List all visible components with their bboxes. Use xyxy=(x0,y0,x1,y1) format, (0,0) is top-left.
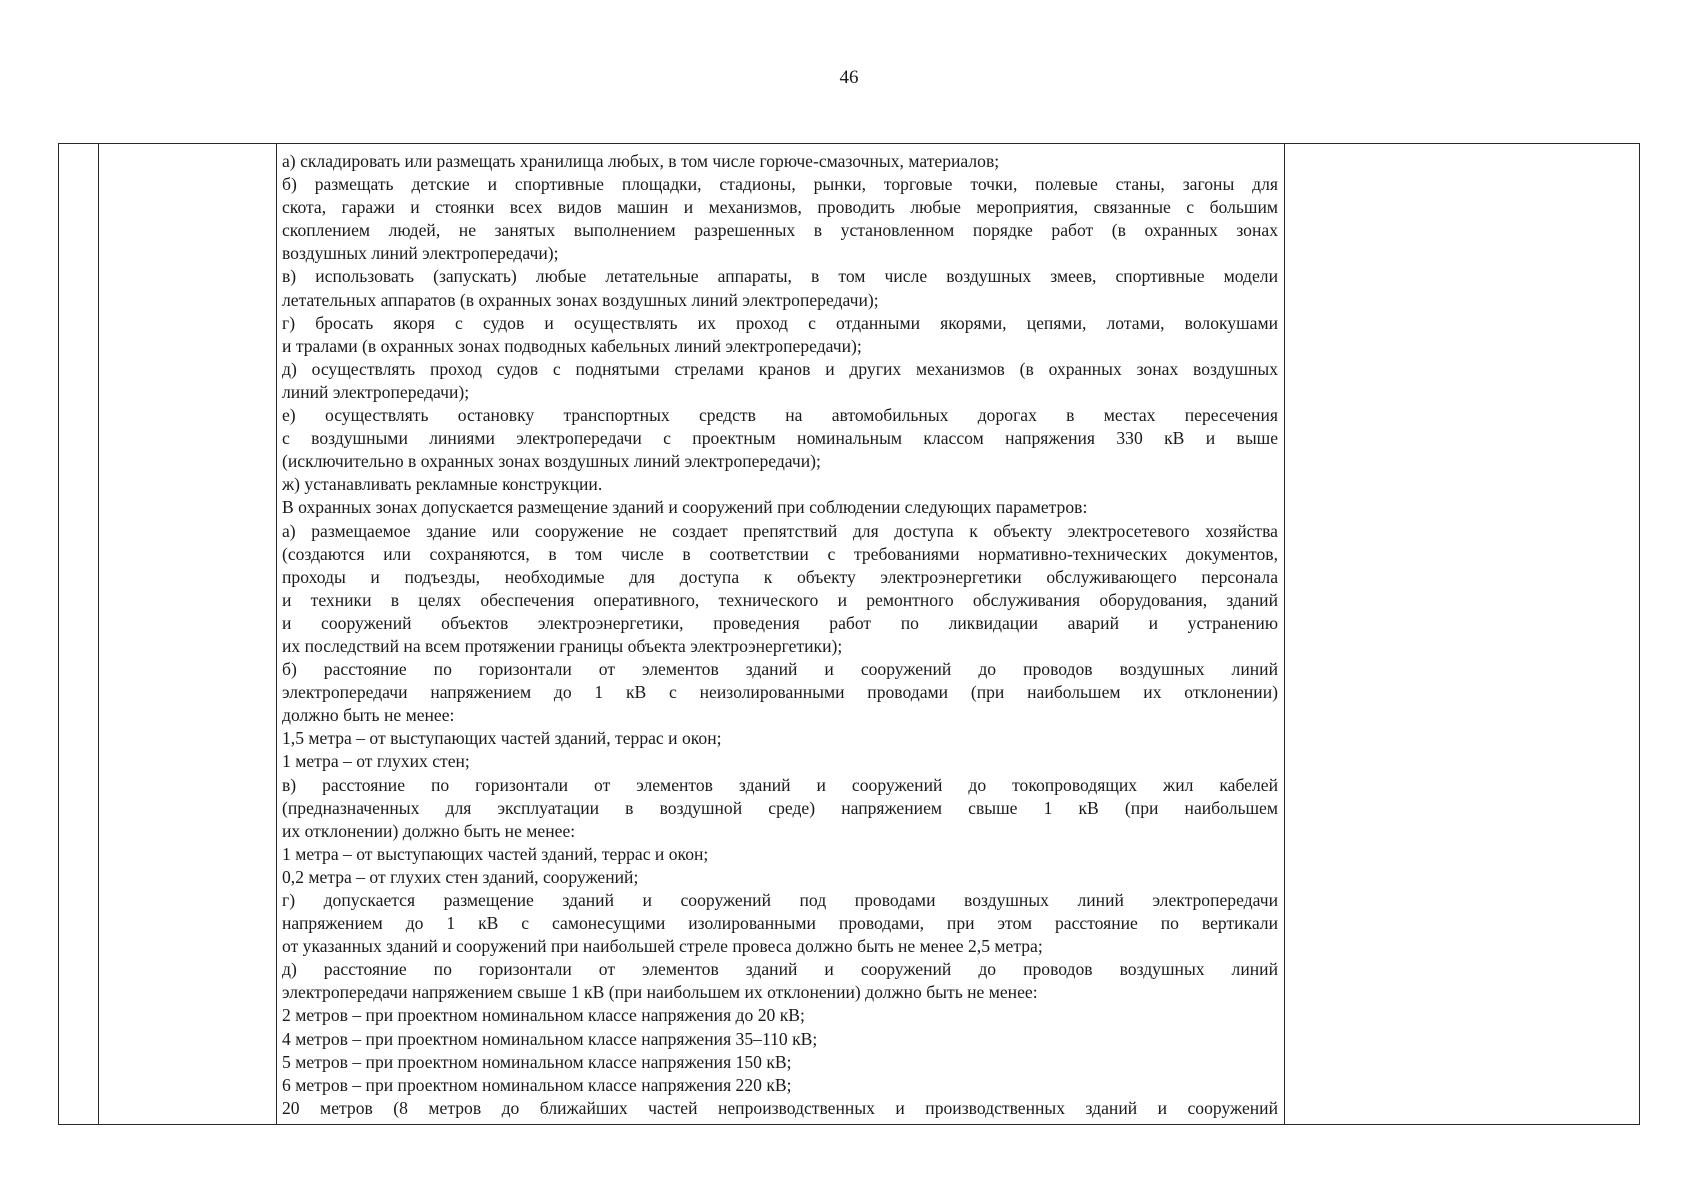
text-line: а) складировать или размещать хранилища любых, в том числе горюче-смазочных, материалов; xyxy=(282,151,1000,171)
text-line: скота, гаражи и стоянки всех видов машин и механизмов, проводить любые мероприятия, связанные с большим xyxy=(282,197,1278,218)
text-line: е) осуществлять остановку транспортных средств на автомобильных дорогах в местах пересечения xyxy=(282,405,1278,426)
text-line: воздушных линий электропередачи); xyxy=(282,243,559,264)
text-line: 1 метра – от выступающих частей зданий, террас и окон; xyxy=(282,843,709,864)
text-line: электропередачи напряжением до 1 кВ с неизолированными проводами (при наибольшем их отклонении) xyxy=(282,682,1278,703)
text-line: в) расстояние по горизонтали от элементов зданий и сооружений до токопроводящих жил кабелей xyxy=(282,774,1278,795)
text-line: 1,5 метра – от выступающих частей зданий, террас и окон; xyxy=(282,728,722,749)
text-line: 2 метров – при проектном номинальном классе напряжения до 20 кВ; xyxy=(282,1005,805,1026)
text-line: 4 метров – при проектном номинальном классе напряжения 35–110 кВ; xyxy=(282,1028,818,1049)
text-line: 1 метра – от глухих стен; xyxy=(282,751,470,772)
text-line: 6 метров – при проектном номинальном классе напряжения 220 кВ; xyxy=(282,1074,792,1095)
text-line: 20 метров (8 метров до ближайших частей непроизводственных и производственных зданий и сооружений xyxy=(282,1097,1278,1118)
text-line: В охранных зонах допускается размещение зданий и сооружений при соблюдении следующих параметров: xyxy=(282,497,1088,518)
restrictions-text xyxy=(282,150,1278,1120)
text-line: 0,2 метра – от глухих стен зданий, сооружений; xyxy=(282,866,639,887)
text-line: и сооружений объектов электроэнергетики, проведения работ по ликвидации аварий и устранению xyxy=(282,612,1278,633)
name-cell xyxy=(99,144,277,1125)
notes-cell xyxy=(1285,144,1640,1125)
text-line: а) размещаемое здание или сооружение не создает препятствий для доступа к объекту электросетевого хозяйства xyxy=(282,520,1278,541)
text-line: от указанных зданий и сооружений при наибольшей стреле провеса должно быть не менее 2,5 метра; xyxy=(282,936,1043,957)
text-line: б) размещать детские и спортивные площадки, стадионы, рынки, торговые точки, полевые станы, загоны для xyxy=(282,174,1278,195)
text-line: д) осуществлять проход судов с поднятыми стрелами кранов и других механизмов (в охранных зонах воздушных xyxy=(282,358,1278,379)
text-line: с воздушными линиями электропередачи с проектным номинальным классом напряжения 330 кВ и выше xyxy=(282,428,1278,449)
text-line: (предназначенных для эксплуатации в воздушной среде) напряжением свыше 1 кВ (при наибольшем xyxy=(282,797,1278,818)
text-line: напряжением до 1 кВ с самонесущими изолированными проводами, при этом расстояние по вертикали xyxy=(282,913,1278,934)
text-line: (создаются или сохраняются, в том числе в соответствии с требованиями нормативно-технических документов, xyxy=(282,543,1278,564)
text-line: г) бросать якоря с судов и осуществлять их проход с отданными якорями, цепями, лотами, волокушами xyxy=(282,312,1278,333)
text-line: должно быть не менее: xyxy=(282,705,455,726)
text-line: (исключительно в охранных зонах воздушных линий электропередачи); xyxy=(282,451,821,472)
text-line: в) использовать (запускать) любые летательные аппараты, в том числе воздушных змеев, спортивные модели xyxy=(282,266,1278,287)
page-number: 46 xyxy=(839,67,859,88)
text-line: д) расстояние по горизонтали от элементов зданий и сооружений до проводов воздушных линий xyxy=(282,959,1278,980)
regulation-table xyxy=(58,143,1640,1125)
text-line: их последствий на всем протяжении границы объекта электроэнергетики); xyxy=(282,635,843,656)
text-line: и техники в целях обеспечения оперативного, технического и ремонтного обслуживания оборудования, зданий xyxy=(282,589,1278,610)
text-line: б) расстояние по горизонтали от элементов зданий и сооружений до проводов воздушных линий xyxy=(282,659,1278,680)
text-line: проходы и подъезды, необходимые для доступа к объекту электроэнергетики обслуживающего персонала xyxy=(282,566,1278,587)
text-line: электропередачи напряжением свыше 1 кВ (при наибольшем их отклонении) должно быть не менее: xyxy=(282,982,1038,1003)
text-line: ж) устанавливать рекламные конструкции. xyxy=(282,474,603,495)
text-line: и тралами (в охранных зонах подводных кабельных линий электропередачи); xyxy=(282,335,862,356)
text-line: летательных аппаратов (в охранных зонах воздушных линий электропередачи); xyxy=(282,289,879,310)
restrictions-text-cell xyxy=(277,144,1285,1125)
text-line: 5 метров – при проектном номинальном классе напряжения 150 кВ; xyxy=(282,1051,792,1072)
text-line: скоплением людей, не занятых выполнением разрешенных в установленном порядке работ (в охранных зонах xyxy=(282,220,1278,241)
text-line: их отклонении) должно быть не менее: xyxy=(282,820,576,841)
number-cell xyxy=(59,144,99,1125)
text-line: г) допускается размещение зданий и сооружений под проводами воздушных линий электропередачи xyxy=(282,890,1278,910)
table-row xyxy=(59,144,1640,1125)
text-line: линий электропередачи); xyxy=(282,381,470,402)
